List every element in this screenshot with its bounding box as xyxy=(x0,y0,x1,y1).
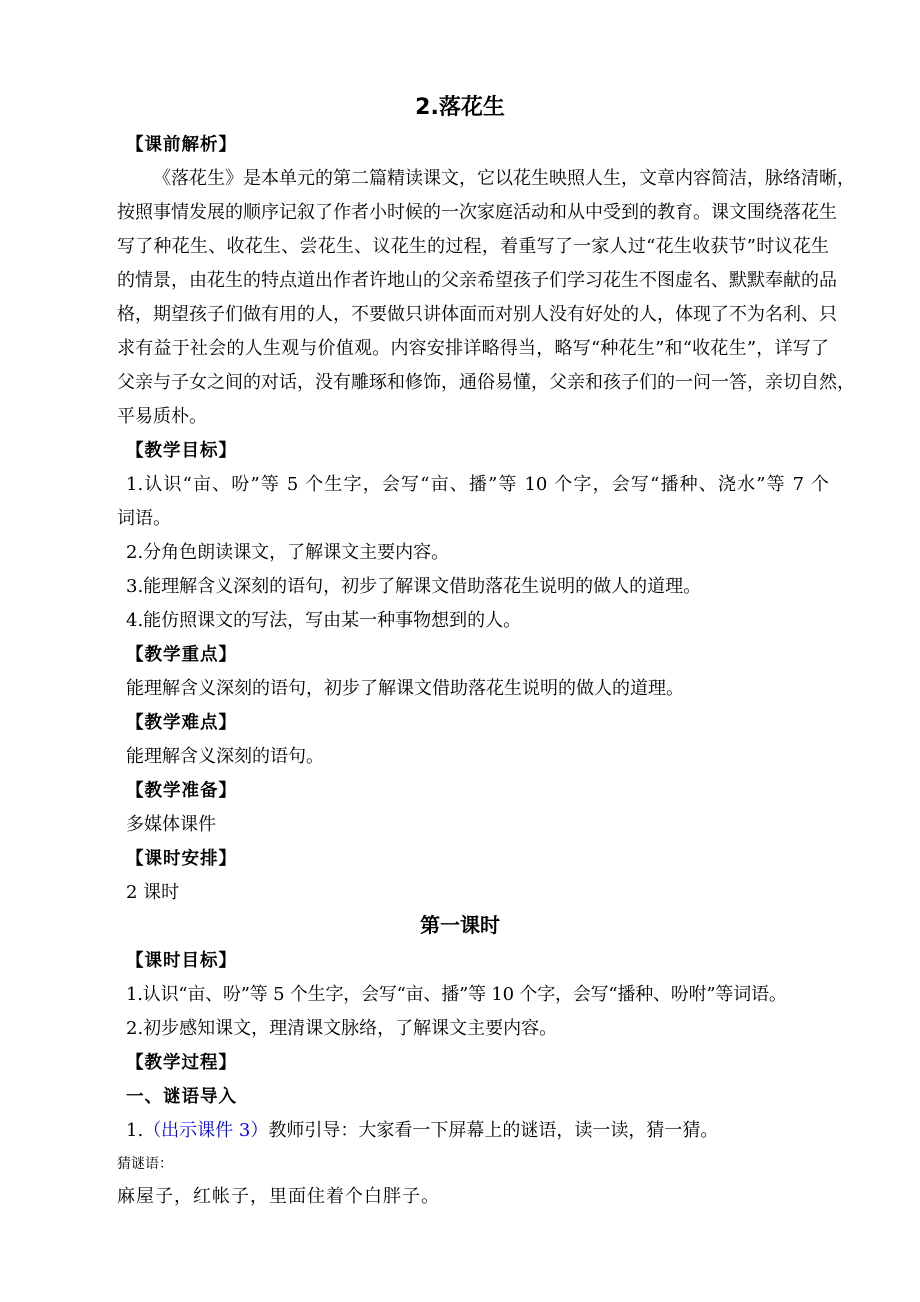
difficulty-text: 能理解含义深刻的语句。 xyxy=(126,746,324,767)
analysis-line: 的情景，由花生的特点道出作者许地山的父亲希望孩子们学习花生不图虚名、默默奉献的品 xyxy=(117,270,837,291)
difficulty-heading: 【教学难点】 xyxy=(126,713,237,733)
lesson-goal-item: 1.认识“亩、吩”等 5 个生字，会写“亩、播”等 10 个字，会写“播种、吩咐”等词语。 xyxy=(126,984,787,1005)
analysis-line: 平易质朴。 xyxy=(117,406,207,427)
analysis-line: 《落花生》是本单元的第二篇精读课文，它以花生映照人生，文章内容简洁，脉络清晰， xyxy=(153,168,855,189)
step-item xyxy=(126,1118,838,1144)
analysis-line: 求有益于社会的人生观与价值观。内容安排详略得当，略写“种花生”和“收花生”，详写了 xyxy=(117,338,829,359)
analysis-heading: 【课前解析】 xyxy=(126,135,237,155)
step-item-text: 教师引导：大家看一下屏幕上的谜语，读一读，猜一猜。 xyxy=(268,1120,719,1141)
goals-heading: 【教学目标】 xyxy=(126,441,237,461)
step-item-number: 1. xyxy=(126,1120,144,1141)
process-heading: 【教学过程】 xyxy=(126,1053,237,1073)
lesson-goals-heading: 【课时目标】 xyxy=(126,951,237,971)
analysis-line: 格，期望孩子们做有用的人，不要做只讲体面而对别人没有好处的人，体现了不为名利、只 xyxy=(117,304,837,325)
goal-item: 2.分角色朗读课文，了解课文主要内容。 xyxy=(126,542,450,563)
riddle-text: 麻屋子，红帐子，里面住着个白胖子。 xyxy=(117,1186,440,1207)
lesson-title: 第一课时 xyxy=(420,913,500,937)
goal-item: 1.认识“亩、吩”等 5 个生字，会写“亩、播”等 10 个字，会写“播种、浇水”等 7 个 xyxy=(126,474,829,495)
preparation-heading: 【教学准备】 xyxy=(126,781,237,801)
riddle-label: 猜谜语： xyxy=(117,1156,173,1172)
analysis-line: 按照事情发展的顺序记叙了作者小时候的一次家庭活动和从中受到的教育。课文围绕落花生 xyxy=(117,202,837,223)
courseware-link[interactable]: （出示课件 3） xyxy=(143,1120,269,1141)
document-title: 2.落花生 xyxy=(415,95,505,120)
schedule-text: 2 课时 xyxy=(126,882,180,903)
schedule-heading: 【课时安排】 xyxy=(126,849,237,869)
analysis-line: 写了种花生、收花生、尝花生、议花生的过程，着重写了一家人过“花生收获节”时议花生 xyxy=(117,236,829,257)
lesson-goal-item: 2.初步感知课文，理清课文脉络，了解课文主要内容。 xyxy=(126,1018,558,1039)
key-point-heading: 【教学重点】 xyxy=(126,645,237,665)
goal-item: 词语。 xyxy=(117,508,171,529)
goal-item: 4.能仿照课文的写法，写由某一种事物想到的人。 xyxy=(126,610,522,631)
step-heading: 一、谜语导入 xyxy=(126,1087,237,1107)
analysis-line: 父亲与子女之间的对话，没有雕琢和修饰，通俗易懂，父亲和孩子们的一问一答，亲切自然， xyxy=(117,372,855,393)
key-point-text: 能理解含义深刻的语句，初步了解课文借助落花生说明的做人的道理。 xyxy=(126,678,684,699)
goal-item: 3.能理解含义深刻的语句，初步了解课文借助落花生说明的做人的道理。 xyxy=(126,576,702,597)
preparation-text: 多媒体课件 xyxy=(126,814,216,835)
